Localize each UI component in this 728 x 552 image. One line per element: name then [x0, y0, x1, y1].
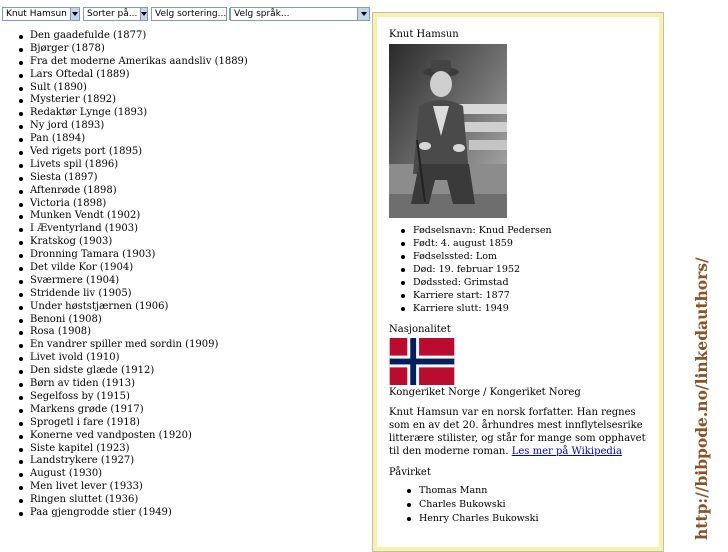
author-name: Knut Hamsun	[389, 29, 459, 40]
book-list-item[interactable]: Det vilde Kor (1904)	[18, 262, 248, 275]
book-list-item[interactable]: Sprogetl i fare (1918)	[18, 417, 248, 430]
author-fact-item: Født: 4. august 1859	[389, 237, 651, 250]
author-select-value: Knut Hamsun	[6, 9, 67, 19]
language-select[interactable]	[230, 7, 370, 21]
author-fact-item: Fødselssted: Lom	[389, 250, 651, 263]
book-list-item[interactable]: Pan (1894)	[18, 133, 248, 146]
author-bio	[389, 406, 651, 458]
book-list-item[interactable]: I Æventyrland (1903)	[18, 223, 248, 236]
author-select[interactable]	[2, 7, 80, 21]
book-list-item[interactable]: Men livet lever (1933)	[18, 481, 248, 494]
book-list-item[interactable]: Sult (1890)	[18, 82, 248, 95]
book-list-item[interactable]: Siste kapitel (1923)	[18, 443, 248, 456]
filter-toolbar	[2, 7, 370, 22]
chevron-down-icon[interactable]	[70, 8, 79, 20]
influenced-list	[389, 484, 651, 526]
sort-select-value: Sorter på...	[87, 9, 138, 19]
sort-order-select[interactable]	[151, 7, 227, 21]
book-list-item[interactable]: Mysterier (1892)	[18, 94, 248, 107]
book-list-item[interactable]: Siesta (1897)	[18, 172, 248, 185]
author-panel	[372, 12, 664, 552]
norway-flag	[389, 338, 455, 385]
book-list-item[interactable]: Dronning Tamara (1903)	[18, 249, 248, 262]
country-name: Kongeriket Norge / Kongeriket Noreg	[389, 387, 581, 398]
book-list-item[interactable]: Benoni (1908)	[18, 314, 248, 327]
book-list-item[interactable]: Kratskog (1903)	[18, 236, 248, 249]
author-facts-list	[389, 224, 651, 315]
book-list-item[interactable]: August (1930)	[18, 468, 248, 481]
language-select-value: Velg språk...	[234, 9, 290, 19]
book-list-item[interactable]: Ny jord (1893)	[18, 120, 248, 133]
influenced-author-item[interactable]: Thomas Mann	[389, 484, 651, 498]
chevron-down-icon[interactable]	[357, 8, 369, 20]
author-fact-item: Dødssted: Grimstad	[389, 276, 651, 289]
book-list-item[interactable]: Victoria (1898)	[18, 198, 248, 211]
nationality-label: Nasjonalitet	[389, 324, 451, 335]
influenced-author-item[interactable]: Henry Charles Bukowski	[389, 512, 651, 526]
author-fact-item: Død: 19. februar 1952	[389, 263, 651, 276]
book-list-item[interactable]: Konerne ved vandposten (1920)	[18, 430, 248, 443]
book-list-item[interactable]: Markens grøde (1917)	[18, 404, 248, 417]
book-list	[18, 30, 248, 520]
book-list-item[interactable]: Ved rigets port (1895)	[18, 146, 248, 159]
author-fact-item: Karriere start: 1877	[389, 289, 651, 302]
book-list-item[interactable]: Børn av tiden (1913)	[18, 378, 248, 391]
book-list-item[interactable]: Ringen sluttet (1936)	[18, 494, 248, 507]
book-list-item[interactable]: Stridende liv (1905)	[18, 288, 248, 301]
author-photo	[389, 44, 507, 218]
author-fact-item: Karriere slutt: 1949	[389, 302, 651, 315]
sort-select[interactable]	[83, 7, 148, 21]
book-list-item[interactable]: Den gaadefulde (1877)	[18, 30, 248, 43]
chevron-down-icon[interactable]	[140, 8, 147, 20]
book-list-item[interactable]: Fra det moderne Amerikas aandsliv (1889)	[18, 56, 248, 69]
book-list-item[interactable]: Landstrykere (1927)	[18, 455, 248, 468]
book-list-item[interactable]: Sværmere (1904)	[18, 275, 248, 288]
book-list-item[interactable]: Redaktør Lynge (1893)	[18, 107, 248, 120]
url-watermark: http://bibpode.no/linkedauthors/	[692, 257, 711, 540]
book-list-item[interactable]: Lars Oftedal (1889)	[18, 69, 248, 82]
book-list-item[interactable]: Bjørger (1878)	[18, 43, 248, 56]
sort-order-select-value: Velg sortering...	[155, 9, 227, 19]
book-list-item[interactable]: Munken Vendt (1902)	[18, 210, 248, 223]
influenced-label: Påvirket	[389, 467, 431, 478]
wikipedia-link[interactable]: Les mer på Wikipedia	[511, 446, 622, 457]
book-list-item[interactable]: Livet ivold (1910)	[18, 352, 248, 365]
book-list-item[interactable]: Aftenrøde (1898)	[18, 185, 248, 198]
influenced-author-item[interactable]: Charles Bukowski	[389, 498, 651, 512]
book-list-item[interactable]: Paa gjengrodde stier (1949)	[18, 507, 248, 520]
book-list-item[interactable]: Rosa (1908)	[18, 326, 248, 339]
bio-text: Knut Hamsun var en norsk forfatter. Han regnes som en av det 20. århundres mest innflytelsesrike litterære stilister, og står for mange som opphavet til den moderne roman.	[389, 407, 646, 457]
book-list-item[interactable]: Under høststjærnen (1906)	[18, 301, 248, 314]
book-list-item[interactable]: Livets spil (1896)	[18, 159, 248, 172]
book-list-item[interactable]: En vandrer spiller med sordin (1909)	[18, 339, 248, 352]
book-list-item[interactable]: Segelfoss by (1915)	[18, 391, 248, 404]
author-fact-item: Fødselsnavn: Knud Pedersen	[389, 224, 651, 237]
book-list-item[interactable]: Den sidste glæde (1912)	[18, 365, 248, 378]
